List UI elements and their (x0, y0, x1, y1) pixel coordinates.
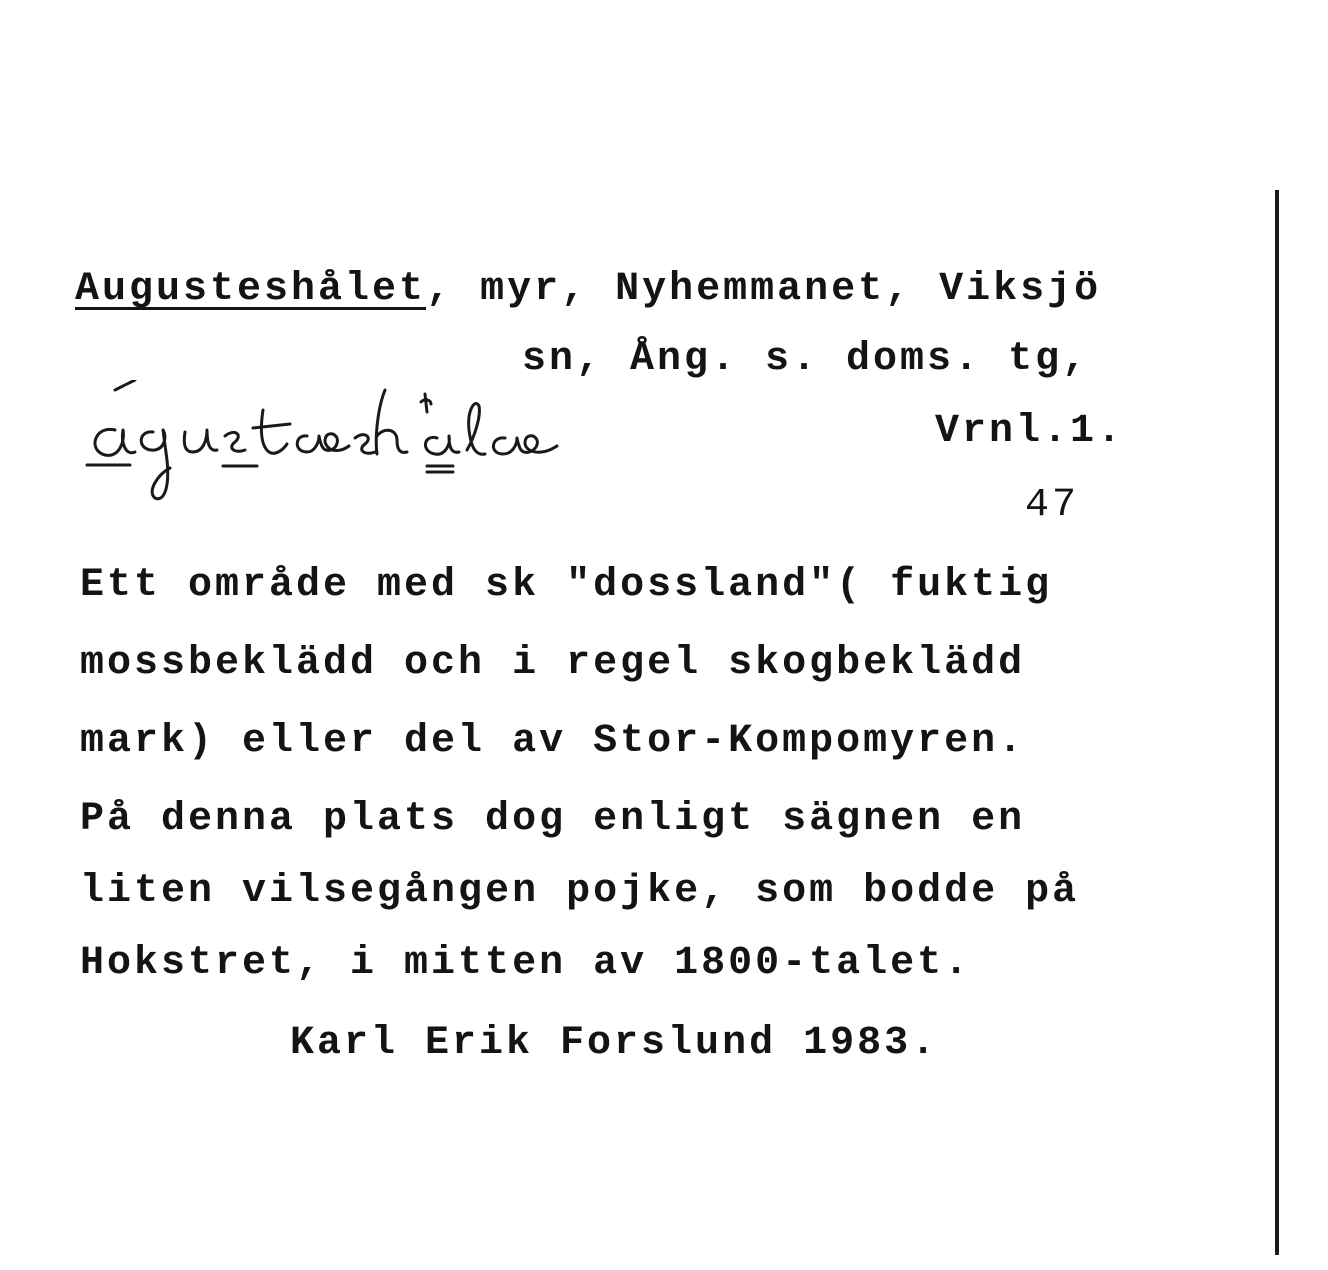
body-line-6: Hokstret, i mitten av 1800-talet. (80, 941, 972, 986)
body-line-4: På denna plats dog enligt sägnen en (80, 797, 1026, 842)
body-line-5: liten vilsegången pojke, som bodde på (80, 869, 1080, 914)
handwritten-pronunciation (75, 380, 695, 510)
header-line-1 (75, 266, 1101, 314)
header-location: , myr, Nyhemmanet, Viksjö (426, 267, 1102, 312)
body-line-1: Ett område med sk "dossland"( fuktig (80, 563, 1053, 608)
handwritten-pronunciation-text: ågustæshålæ (75, 508, 82, 509)
header-line-2: sn, Ång. s. doms. tg, (522, 337, 1090, 382)
archive-code: Vrnl.1. (935, 409, 1125, 454)
body-line-3: mark) eller del av Stor-Kompomyren. (80, 719, 1026, 764)
body-line-2: mossbeklädd och i regel skogbeklädd (80, 641, 1026, 686)
headword: Augusteshålet (75, 267, 427, 312)
card-edge-line (1275, 190, 1279, 1255)
signature: Karl Erik Forslund 1983. (290, 1021, 939, 1066)
archive-number: 47 (1025, 483, 1080, 528)
